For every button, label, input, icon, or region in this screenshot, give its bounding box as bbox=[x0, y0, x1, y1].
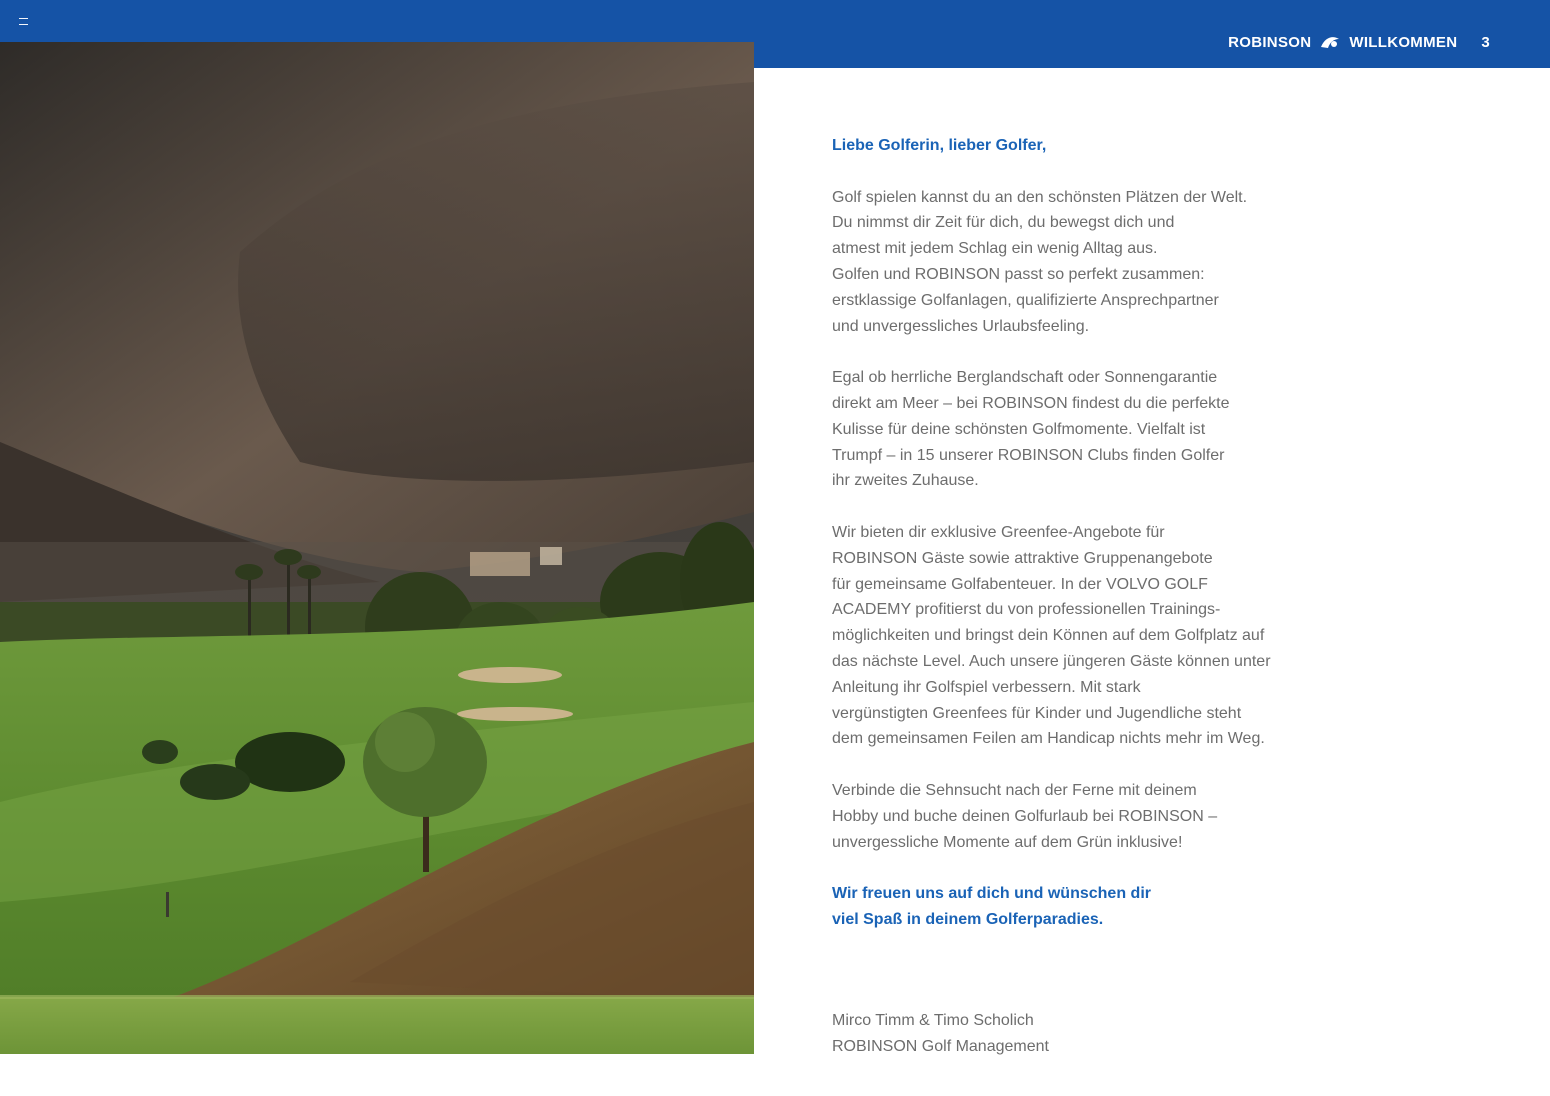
menu-icon[interactable] bbox=[19, 18, 28, 25]
header-brand bbox=[1228, 33, 1490, 51]
letter-body bbox=[832, 133, 1412, 933]
letter-greeting: Liebe Golferin, lieber Golfer, bbox=[832, 137, 1047, 154]
robinson-logo-icon bbox=[1319, 33, 1341, 51]
letter-paragraph: Golf spielen kannst du an den schönsten Plätzen der Welt. Du nimmst dir Zeit für dich, du bewegst dich und atmest mit jedem Schlag ein wenig Alltag aus. Golfen und ROBINSON passt so perfekt zusammen: erstklassige Golfanlagen, qualifizierte Ansprechpartner und unvergessliches Urlaubsfeeling. bbox=[832, 188, 1248, 335]
brand-name: ROBINSON bbox=[1228, 33, 1312, 51]
letter-paragraph: Egal ob herrliche Berglandschaft oder Sonnengarantie direkt am Meer – bei ROBINSON findest du die perfekte Kulisse für deine schönsten Golfmomente. Vielfalt ist Trumpf – in 15 unserer ROBINSON Clubs finden Golfer ihr zweites Zuhause. bbox=[832, 369, 1230, 490]
section-title: WILLKOMMEN bbox=[1349, 33, 1458, 51]
golf-course-landscape-image bbox=[0, 42, 754, 1054]
page-number: 3 bbox=[1481, 33, 1490, 51]
letter-closing: Wir freuen uns auf dich und wünschen dir viel Spaß in deinem Golferparadies. bbox=[832, 885, 1151, 928]
letter-paragraph: Verbinde die Sehnsucht nach der Ferne mit deinem Hobby und buche deinen Golfurlaub bei ROBINSON – unvergessliche Momente auf dem Grün inklusive! bbox=[832, 781, 1218, 851]
letter-signature: Mirco Timm & Timo Scholich ROBINSON Golf Management bbox=[832, 1012, 1049, 1055]
letter-paragraph: Wir bieten dir exklusive Greenfee-Angebote für ROBINSON Gäste sowie attraktive Gruppenangebote für gemeinsame Golfabenteuer. In der VOLVO GOLF ACADEMY profitierst du von professionellen Trainings- möglichkeiten und bringst dein Können auf dem Golfplatz auf das nächste Level. Auch unsere jüngeren Gäste können unter Anleitung ihr Golfspiel verbessern. Mit stark vergünstigten Greenfees für Kinder und Jugendliche steht dem gemeinsamen Feilen am Handicap nichts mehr im Weg. bbox=[832, 523, 1271, 748]
